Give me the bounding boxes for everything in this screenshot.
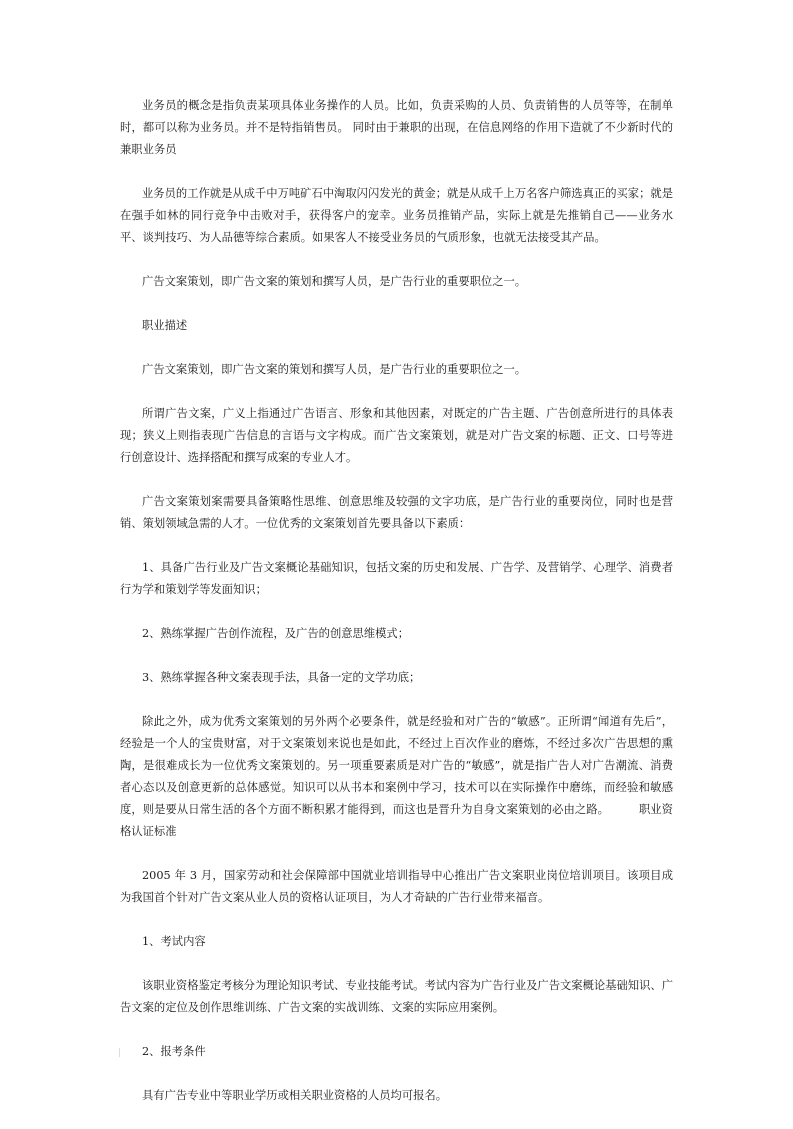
heading-exam-content: 1、考试内容 [142,935,206,948]
paragraph-exam-content: 该职业资格鉴定考核分为理论知识考试、专业技能考试。考试内容为广告行业及广告文案概论基础知识、广告文案的定位及创作思维训练、广告文案的实战训练、文案的实际应用案例。 [120,979,673,1014]
paragraph-certification-program: 2005 年 3 月，国家劳动和社会保障部中国就业培训指导中心推出广告文案职业岗位培训项目。该项目成为我国首个针对广告文案从业人员的资格认证项目，为人才奇缺的广告行业带来福音。 [120,869,673,904]
paragraph-salesperson-work: 业务员的工作就是从成千中万吨矿石中淘取闪闪发光的黄金；就是从成千上万名客户筛选真正的买家；就是在强手如林的同行竞争中击败对手，获得客户的宠幸。业务员推销产品，实际上就是先推销自己——业务水平、谈判技巧、为人品德等综合素质。如果客人不接受业务员的气质形象，也就无法接受其产品。 [120,187,673,244]
heading-eligibility: 2、报考条件 [142,1045,206,1058]
list-item-quality-3: 3、熟练掌握各种文案表现手法，具备一定的文学功底； [142,671,421,684]
list-item-quality-2: 2、熟练掌握广告创作流程，及广告的创意思维模式； [142,627,410,640]
document-body [120,95,673,1129]
paragraph-ad-copywriter-intro: 广告文案策划，即广告文案的策划和撰写人员，是广告行业的重要职位之一。 [142,275,527,288]
paragraph-eligibility: 具有广告专业中等职业学历或相关职业资格的人员均可报名。 [142,1089,448,1102]
heading-job-description: 职业描述 [142,319,188,332]
list-item-quality-1: 1、具备广告行业及广告文案概论基础知识，包括文案的历史和发展、广告学、及营销学、心理学、消费者行为学和策划学等发面知识； [120,561,673,596]
paragraph-required-qualities: 广告文案策划案需要具备策略性思维、创意思维及较强的文字功底，是广告行业的重要岗位，同时也是营销、策划领域急需的人才。一位优秀的文案策划首先要具备以下素质： [120,495,673,530]
paragraph-salesperson-definition: 业务员的概念是指负责某项具体业务操作的人员。比如，负责采购的人员、负责销售的人员等等，在制单时，都可以称为业务员。并不是特指销售员。 同时由于兼职的出现，在信息网络的作用下造就了不少新时代的兼职业务员 [120,99,673,156]
paragraph-ad-copywriter-definition: 广告文案策划，即广告文案的策划和撰写人员，是广告行业的重要职位之一。 [142,363,527,376]
paragraph-ad-copy-meaning: 所谓广告文案，广义上指通过广告语言、形象和其他因素，对既定的广告主题、广告创意所进行的具体表现；狭义上则指表现广告信息的言语与文字构成。而广告文案策划，就是对广告文案的标题、正文、口号等进行创意设计、选择搭配和撰写成案的专业人才。 [120,407,673,464]
paragraph-experience-text: 除此之外，成为优秀文案策划的另外两个必要条件，就是经验和对广告的“敏感”。正所谓“闻道有先后”，经验是一个人的宝贵财富，对于文案策划来说也是如此，不经过上百次作业的磨炼，不经过多次广告思想的熏陶，是很难成长为一位优秀文案策划的。另一项重要素质是对广告的“敏感”，就是指广告人对广告潮流、消费者心态以及创意更新的总体感觉。知识可以从书本和案例中学习，技术可以在实际操作中磨练，而经验和敏感度，则是要从日常生活的各个方面不断积累才能得到，而这也是晋升为自身文案策划的必由之路。 [120,715,673,816]
paragraph-experience-sensitivity [120,711,673,843]
page-corner-mark [119,1048,120,1057]
heading-certification-standard: 职业资格认证标准 [120,803,673,838]
